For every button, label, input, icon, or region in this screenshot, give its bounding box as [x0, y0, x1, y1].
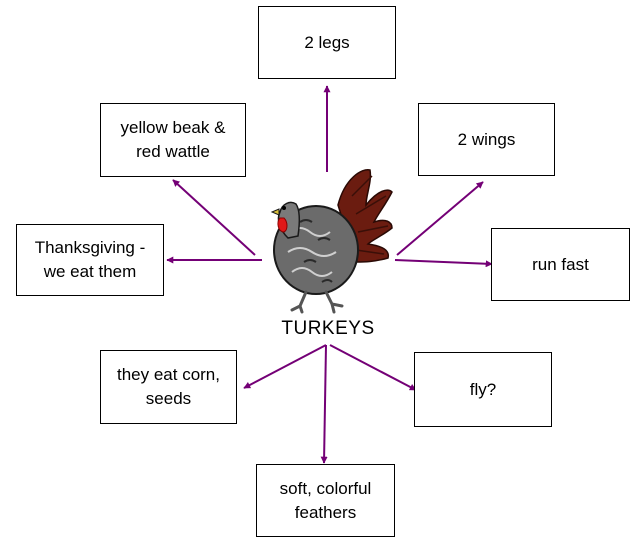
node-thanksgiving: [16, 224, 164, 296]
node-feathers-line-1: soft, colorful: [279, 478, 372, 498]
node-corn-line-1: they eat corn,: [116, 365, 220, 385]
node-corn: [100, 350, 237, 424]
node-wings-line-1: 2 wings: [457, 129, 516, 149]
arrow-to-feathers: [324, 345, 326, 463]
arrow-to-fly: [330, 345, 416, 390]
arrow-to-corn: [244, 345, 326, 388]
arrow-to-beak: [173, 180, 255, 255]
node-fly-line-1: fly?: [469, 379, 497, 399]
node-legs-line-1: 2 legs: [304, 32, 350, 52]
center-topic-label: TURKEYS: [281, 318, 375, 339]
node-run-line-1: run fast: [532, 254, 589, 274]
node-legs: [258, 6, 396, 79]
arrow-to-run: [395, 260, 492, 264]
node-beak-line-1: yellow beak &: [120, 118, 226, 138]
node-beak-line-2: red wattle: [136, 142, 210, 161]
node-feathers: [256, 464, 395, 537]
node-thanksgiving-line-1: Thanksgiving -: [34, 238, 146, 258]
node-feathers-line-2: feathers: [294, 502, 357, 522]
node-run: [491, 228, 630, 301]
arrow-to-wings: [397, 182, 483, 255]
node-thanksgiving-line-2: we eat them: [43, 262, 137, 281]
node-corn-line-2: seeds: [145, 389, 192, 408]
node-wings: [418, 103, 555, 176]
turkey-icon: [272, 170, 392, 312]
node-beak: [100, 103, 246, 177]
node-fly: [414, 352, 552, 427]
